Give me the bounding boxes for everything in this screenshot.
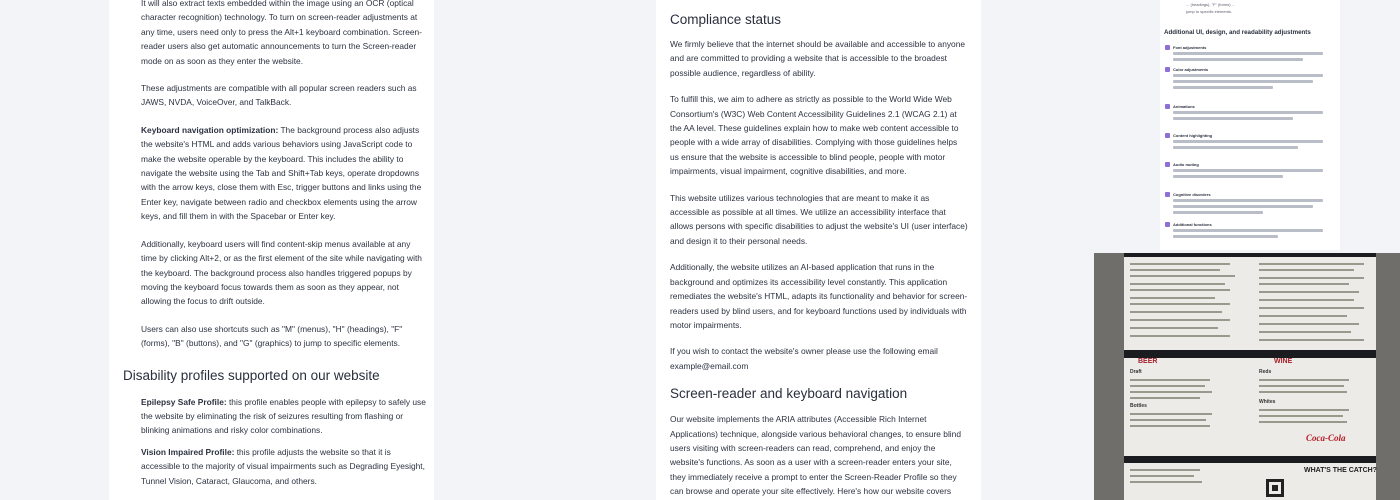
settings-top-line-1: ... (headings), "F" (forms) ... — [1186, 2, 1236, 7]
functions-icon — [1165, 222, 1170, 227]
settings-item-audio: Audio muting — [1173, 162, 1199, 167]
highlight-icon — [1165, 133, 1170, 138]
skip-menu-paragraph: Additionally, keyboard users will find content-skip menus available at any time by clicking Alt+2, or as the first element of the site while navigating with the keyboard. The background process also handles triggered popups by moving the keyboard focus towards them as soon as they appear, not allowing the focus to drift outside. — [141, 238, 422, 307]
color-icon — [1165, 67, 1170, 72]
vision-text: this profile adjusts the website so that it is accessible to the majority of visual impairments such as Degrading Eyesight, Tunnel Vision, Cataract, Glaucoma, and others. — [141, 446, 425, 486]
ocr-paragraph: It will also extract texts embedded within the image using an OCR (optical character recognition) technology. To turn on screen-reader adjustments at any time, users need only to press the Alt+1 keyboard combination. Screen-reader users also get automatic announcements to turn the Screen-reader mode on as soon as they enter the website. — [141, 0, 422, 66]
screen-reader-heading: Screen-reader and keyboard navigation — [670, 386, 908, 402]
menu-bottles-label: Bottles — [1130, 403, 1147, 409]
epilepsy-label: Epilepsy Safe Profile: — [141, 396, 227, 407]
epilepsy-profile — [141, 395, 427, 438]
keyboard-label: Keyboard navigation optimization: — [141, 124, 279, 135]
ai-paragraph: Additionally, the website utilizes an AI-based application that runs in the background and optimizes its accessibility level constantly. This application remediates the website's HTML, adapts its functionality and behavior for screen-readers used by blind users, and for keyboard functions used by individuals with motor impairments. — [670, 262, 968, 330]
menu-footer-text: WHAT'S THE CATCH? — [1304, 467, 1377, 474]
menu-wine-heading: WINE — [1274, 358, 1293, 365]
vision-profile — [141, 445, 427, 488]
epilepsy-text: this profile enables people with epilepsy to safely use the website by eliminating the risk of seizures resulting from flashing or blinking animations and risky color combinations. — [141, 396, 426, 436]
settings-item-highlighting: Content highlighting — [1173, 133, 1213, 138]
compat-paragraph: These adjustments are compatible with all popular screen readers such as JAWS, NVDA, VoiceOver, and TalkBack. — [141, 83, 417, 108]
shortcuts-paragraph: Users can also use shortcuts such as "M" (menus), "H" (headings), "F" (forms), "B" (buttons), and "G" (graphics) to jump to specific elements. — [141, 323, 403, 349]
settings-title: Additional UI, design, and readability adjustments — [1164, 29, 1311, 36]
profiles-heading: Disability profiles supported on our website — [123, 367, 380, 383]
settings-item-color: Color adjustments — [1173, 67, 1209, 72]
keyboard-paragraph — [141, 123, 427, 224]
settings-item-additional: Additional functions — [1173, 222, 1212, 227]
settings-item-animations: Animations — [1173, 104, 1195, 109]
belief-paragraph: We firmly believe that the internet should be available and accessible to anyone and are committed to providing a website that is accessible to the broadest possible audience, regardless of ability. — [670, 39, 966, 78]
contact-paragraph: If you wish to contact the website's owner please use the following email example@email.com — [670, 346, 938, 371]
audio-icon — [1165, 162, 1170, 167]
settings-screenshot — [1160, 0, 1340, 250]
menu-beer-heading: BEER — [1138, 358, 1158, 365]
menu-photo — [1094, 253, 1400, 500]
vision-label: Vision Impaired Profile: — [141, 446, 235, 457]
wcag-paragraph: To fulfill this, we aim to adhere as strictly as possible to the World Wide Web Consortium's (W3C) Web Content Accessibility Guidelines 2.1 (WCAG 2.1) at the AA level. These guidelines explain how to make web content accessible to people with a wide array of disabilities. Complying with those guidelines helps us ensure that the website is accessible to blind people, people with motor impairments, visual impairment, cognitive disabilities, and more. — [670, 94, 959, 177]
left-content-card — [109, 0, 434, 500]
settings-item-cognitive: Cognitive disorders — [1173, 192, 1211, 197]
font-icon — [1165, 45, 1170, 50]
cognitive-icon — [1165, 192, 1170, 197]
aria-paragraph: Our website implements the ARIA attributes (Accessible Rich Internet Applications) technique, alongside various behavioral changes, to ensure blind users visiting with screen-readers can read, comprehend, and enjoy the website's functions. As soon as a user with a screen-reader enters your site, they immediately receive a prompt to enter the Screen-Reader Profile so they can browse and operate your site effectively. Here's how our website covers — [670, 414, 961, 497]
keyboard-text: The background process also adjusts the website's HTML and adds various behaviors using JavaScript code to make the website operable by the keyboard. This includes the ability to navigate the website using the Tab and Shift+Tab keys, operate dropdowns with the arrow keys, close them with Esc, trigger buttons and links using the Enter key, navigate between radio and checkbox elements using the arrow keys, and fill them in with the Spacebar or Enter key. — [141, 124, 422, 222]
compliance-heading: Compliance status — [670, 12, 782, 27]
animations-icon — [1165, 104, 1170, 109]
menu-draft-label: Draft — [1130, 369, 1142, 375]
interface-paragraph: This website utilizes various technologies that are meant to make it as accessible as possible at all times. We utilize an accessibility interface that allows persons with specific disabilities to adjust the website's UI (user interface) and design it to their personal needs. — [670, 192, 968, 246]
coca-cola-logo: Coca-Cola — [1306, 433, 1346, 443]
settings-top-line-2: jump to specific elements. — [1186, 9, 1233, 14]
menu-reds-label: Reds — [1259, 369, 1272, 375]
settings-item-font: Font adjustments — [1173, 45, 1207, 50]
menu-whites-label: Whites — [1259, 399, 1276, 405]
right-content-card — [656, 0, 981, 500]
